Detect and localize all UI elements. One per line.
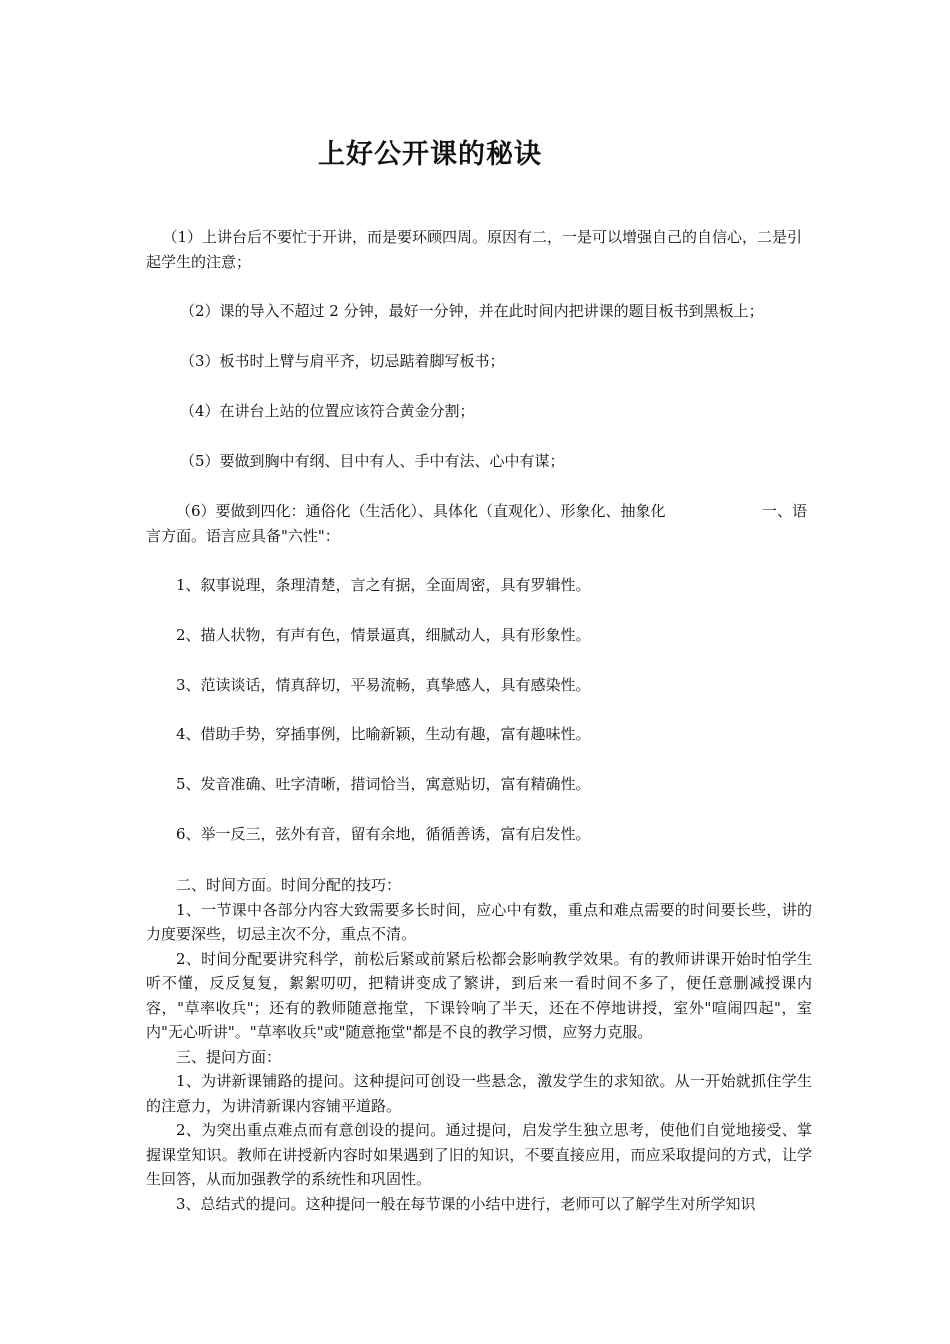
paragraph-6-first-line: （6）要做到四化：通俗化（生活化）、具体化（直观化）、形象化、抽象化 — [176, 502, 666, 520]
language-item: 6、举一反三，弦外有音，留有余地，循循善诱，富有启发性。 — [176, 825, 591, 843]
body-paragraph: 1、为讲新课铺路的提问。这种提问可创设一些悬念，激发学生的求知欲。从一开始就抓住学生的注意力，为讲清新课内容铺平道路。 — [146, 1072, 812, 1115]
language-item: 4、借助手势，穿插事例，比喻新颖，生动有趣，富有趣味性。 — [176, 725, 591, 743]
language-item: 3、范读谈话，情真辞切，平易流畅，真挚感人，具有感染性。 — [176, 676, 591, 694]
section-three-heading: 三、提问方面： — [176, 1047, 282, 1066]
language-item: 2、描人状物，有声有色，情景逼真，细腻动人，具有形象性。 — [176, 626, 591, 644]
body-paragraph: 2、为突出重点难点而有意创设的提问。通过提问，启发学生独立思考，使他们自觉地接受、掌握课堂知识。教师在讲授新内容时如果遇到了旧的知识，不要直接应用，而应采取提问的方式，让学生回答，从而加强教学的系统性和巩固性。 — [146, 1121, 812, 1188]
document-title: 上好公开课的秘诀 — [318, 139, 542, 170]
paragraph-2: （2）课的导入不超过 2 分钟，最好一分钟，并在此时间内把讲课的题目板书到黑板上； — [180, 302, 764, 320]
body-paragraph: 3、总结式的提问。这种提问一般在每节课的小结中进行，老师可以了解学生对所学知识 — [176, 1194, 756, 1213]
section-one-heading-start: 一、语 — [762, 502, 808, 520]
paragraph-3: （3）板书时上臂与肩平齐，切忌踮着脚写板书； — [180, 352, 505, 370]
paragraph-5: （5）要做到胸中有纲、目中有人、手中有法、心中有谋； — [180, 452, 565, 470]
body-paragraph: 2、时间分配要讲究科学，前松后紧或前紧后松都会影响教学效果。有的教师讲课开始时怕学生听不懂，反反复复，絮絮叨叨，把精讲变成了繁讲，到后来一看时间不多了，便任意删减授课内容，"草率收兵"；还有的教师随意拖堂，下课铃响了半天，还在不停地讲授，室外"喧闹四起"，室内"无心听讲"。"草率收兵"或"随意拖堂"都是不良的教学习惯，应努力克服。 — [146, 949, 812, 1041]
section-two-heading: 二、时间方面。时间分配的技巧： — [176, 876, 402, 894]
body-text — [146, 873, 812, 1216]
paragraph-4: （4）在讲台上站的位置应该符合黄金分割； — [180, 402, 475, 420]
language-item: 5、发音准确、吐字清晰，措词恰当，寓意贴切，富有精确性。 — [176, 775, 591, 793]
paragraph-6-second-line: 言方面。语言应具备"六性"： — [146, 527, 340, 545]
language-item: 1、叙事说理，条理清楚，言之有据，全面周密，具有罗辑性。 — [176, 576, 591, 594]
body-paragraph: 1、一节课中各部分内容大致需要多长时间，应心中有数，重点和难点需要的时间要长些，讲的力度要深些，切忌主次不分，重点不清。 — [146, 900, 812, 943]
paragraph-1: （1）上讲台后不要忙于开讲，而是要环顾四周。原因有二，一是可以增强自己的自信心，二是引起学生的注意； — [146, 228, 803, 271]
